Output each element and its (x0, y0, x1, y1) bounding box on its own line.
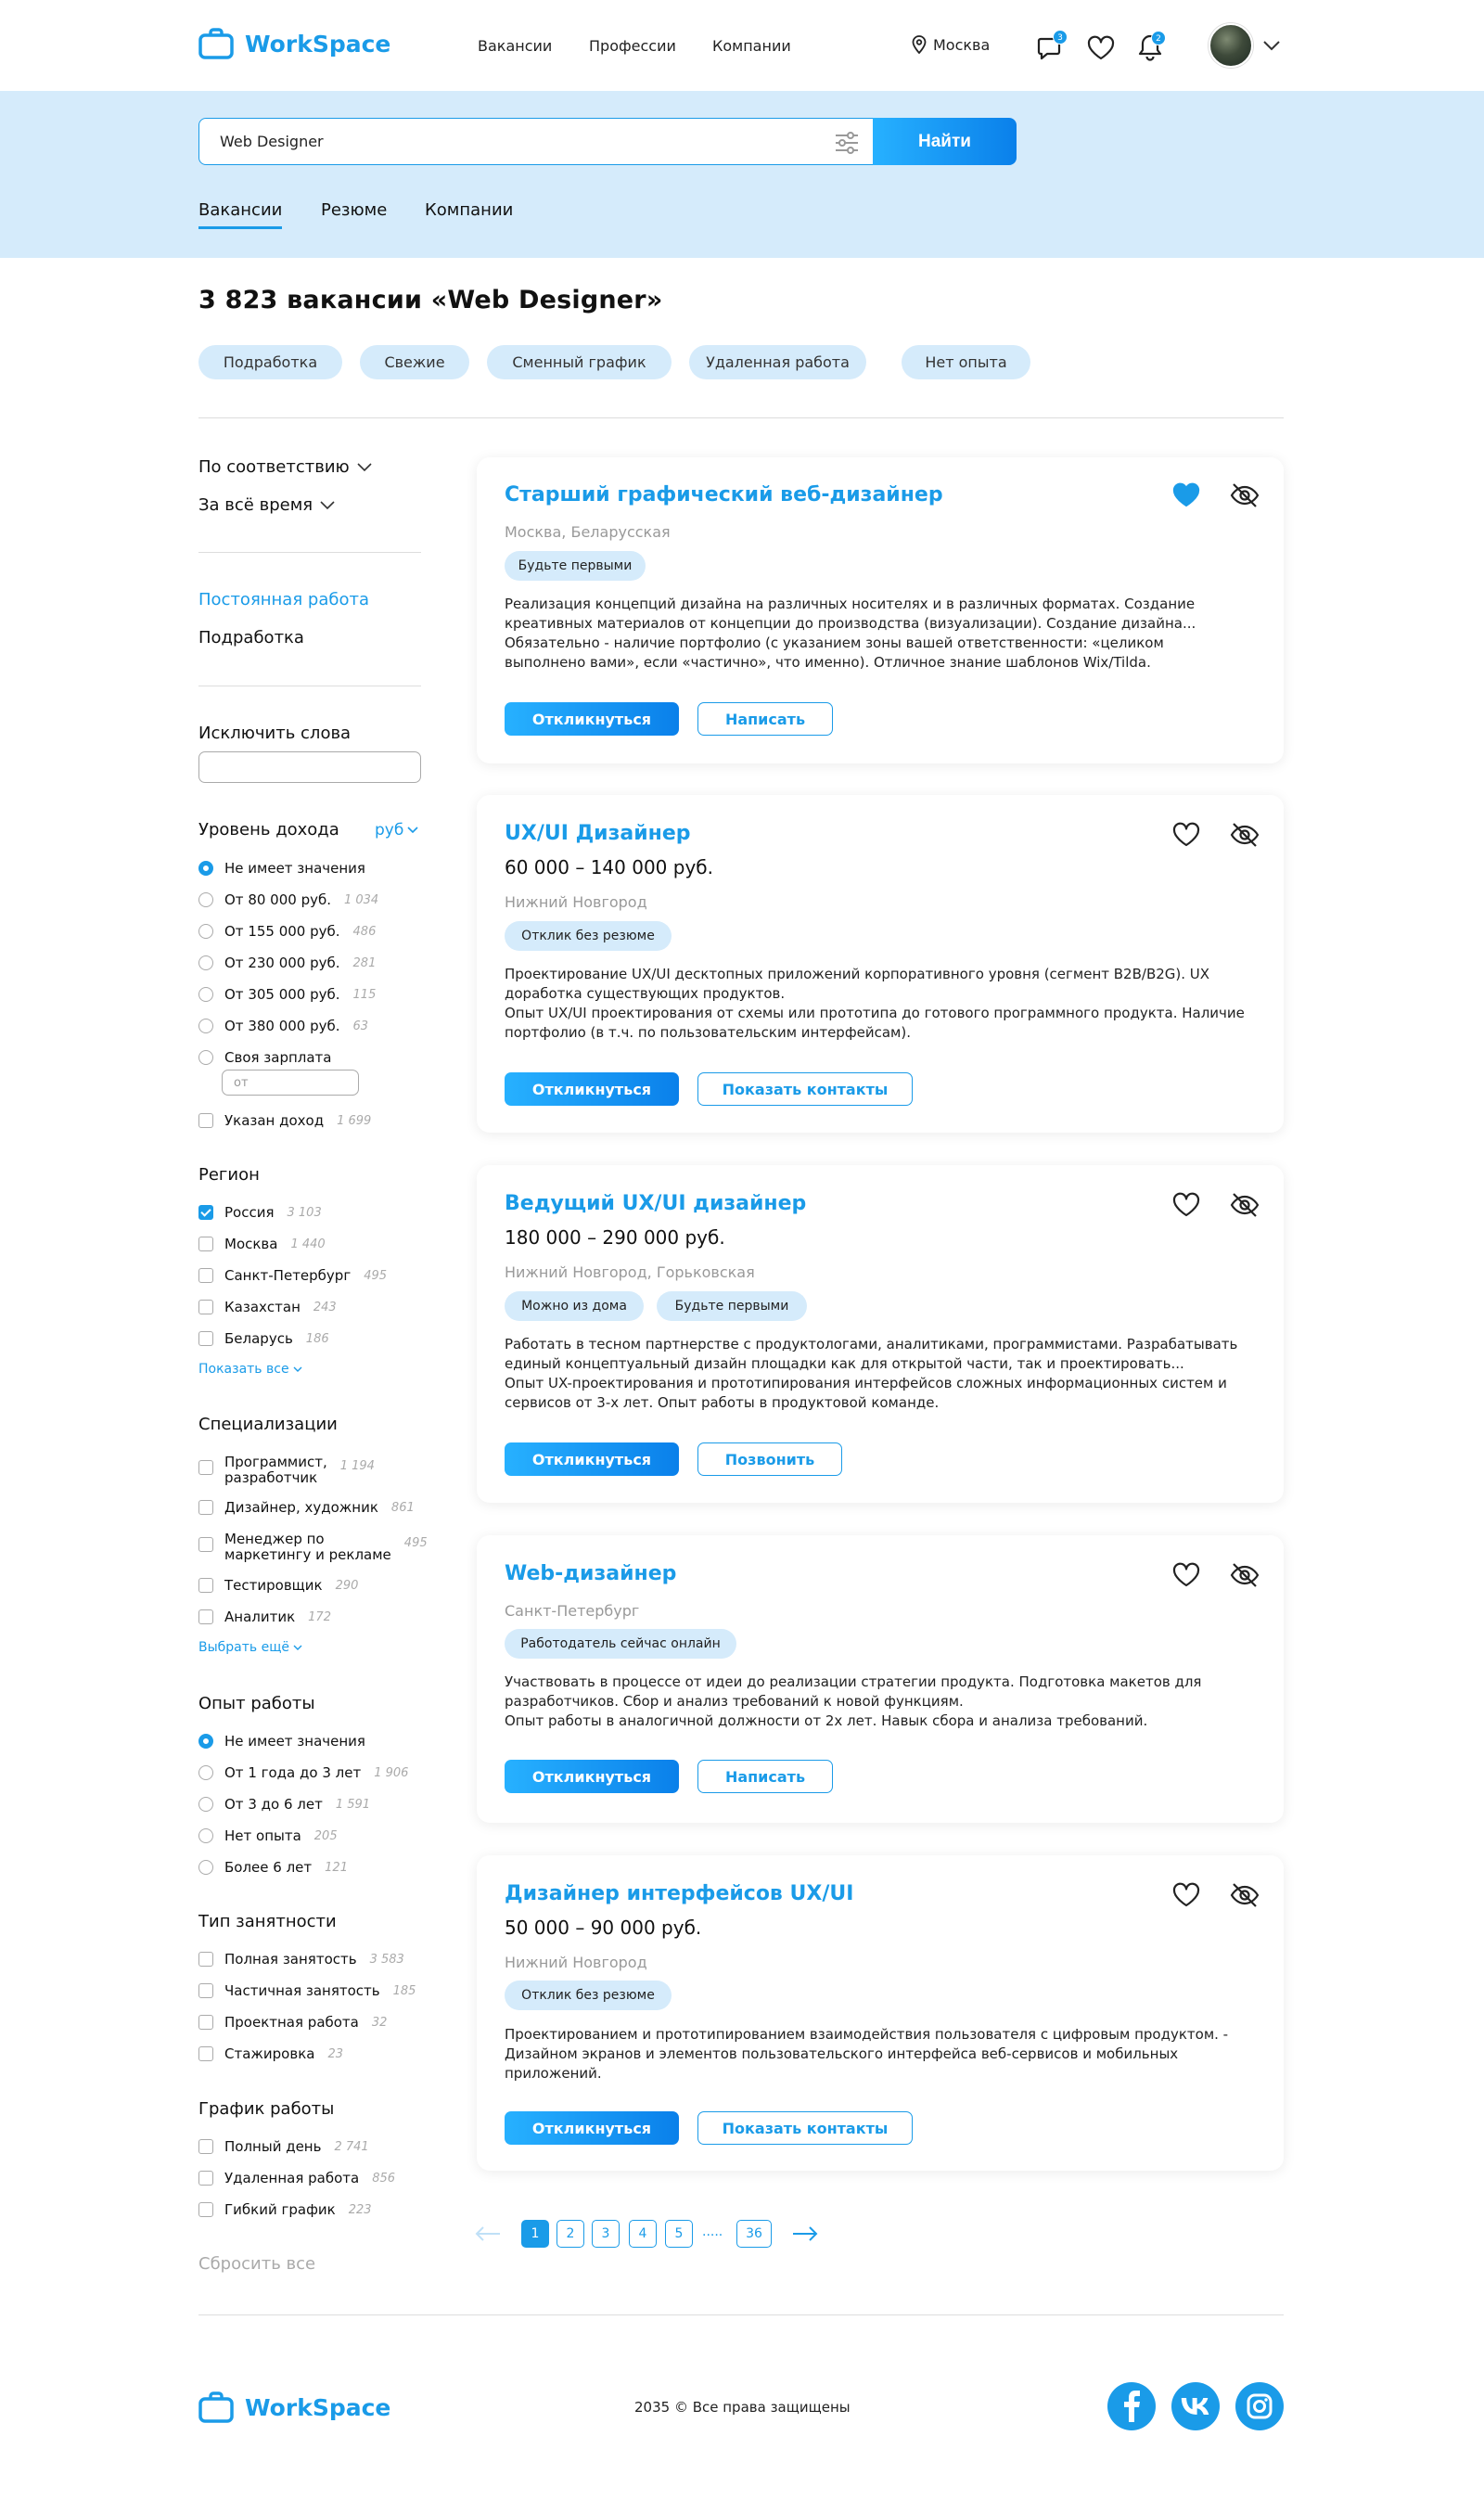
call-button[interactable]: Позвонить (697, 1442, 842, 1476)
schedule-option-label: Удаленная работа (224, 2170, 360, 2186)
spec-option-count: 495 (403, 1536, 428, 1550)
vacancy-salary: 50 000 – 90 000 руб. (505, 1917, 702, 1939)
currency-dropdown[interactable] (375, 821, 418, 840)
sliders-icon (834, 131, 860, 155)
spec-choose-more-label: Выбрать ещё (198, 1640, 290, 1655)
region-option[interactable] (198, 1299, 337, 1315)
income-option-label: Не имеет значения (224, 860, 365, 877)
heart-icon (1172, 1562, 1200, 1587)
checkbox[interactable] (198, 1331, 213, 1346)
chip-shift-schedule[interactable]: Сменный график (487, 345, 672, 379)
experience-option[interactable] (198, 1859, 348, 1876)
employment-option-label: Проектная работа (224, 2014, 359, 2031)
income-option-label: Своя зарплата (224, 1049, 332, 1066)
region-option-count: 3 103 (287, 1205, 322, 1220)
spec-label: Специализации (198, 1415, 338, 1434)
eye-off-icon (1230, 1562, 1260, 1588)
region-label: Регион (198, 1165, 260, 1185)
spec-option[interactable] (198, 1532, 428, 1563)
checkbox[interactable] (198, 1237, 213, 1251)
apply-button[interactable]: Откликнуться (505, 2111, 679, 2145)
checkbox[interactable] (198, 1578, 213, 1593)
page-2[interactable]: 2 (556, 2220, 584, 2248)
exclude-words-label: Исключить слова (198, 724, 352, 743)
vk-link[interactable] (1171, 2382, 1220, 2430)
experience-option-label: От 1 года до 3 лет (224, 1764, 362, 1781)
chevron-down-icon (320, 501, 335, 510)
eye-off-icon (1230, 1882, 1260, 1908)
region-option-count: 1 440 (290, 1237, 326, 1251)
employment-option[interactable] (198, 2045, 343, 2062)
schedule-label: График работы (198, 2099, 335, 2119)
checkbox[interactable] (198, 1300, 213, 1314)
results-title: 3 823 вакансии «Web Designer» (198, 286, 663, 314)
radio-button[interactable] (198, 1765, 213, 1780)
vacancy-title[interactable]: Web-дизайнер (505, 1562, 677, 1585)
vacancy-card (477, 1855, 1284, 2171)
hide-vacancy-button[interactable] (1230, 822, 1260, 848)
spec-option-label: Дизайнер, художник (224, 1499, 378, 1516)
spec-option[interactable] (198, 1609, 331, 1625)
income-option[interactable] (198, 1018, 368, 1034)
work-type-part-time[interactable]: Подработка (198, 628, 304, 647)
vacancy-location: Нижний Новгород (505, 893, 647, 911)
tab-companies[interactable]: Компании (425, 200, 514, 220)
radio-button[interactable] (198, 861, 213, 876)
exclude-words-input[interactable] (198, 751, 421, 783)
apply-button[interactable]: Откликнуться (505, 1072, 679, 1106)
vacancy-location: Москва, Беларусская (505, 523, 671, 541)
radio-button[interactable] (198, 1050, 213, 1065)
hide-vacancy-button[interactable] (1230, 482, 1260, 508)
page-5[interactable]: 5 (665, 2220, 693, 2248)
heart-icon (1172, 822, 1200, 847)
vacancy-tag: Будьте первыми (657, 1291, 807, 1321)
vacancy-salary: 60 000 – 140 000 руб. (505, 856, 713, 878)
chip-fresh[interactable]: Свежие (360, 345, 469, 379)
checkbox[interactable] (198, 1460, 213, 1475)
search-band (0, 91, 1484, 258)
divider (198, 417, 1284, 418)
checkbox[interactable] (198, 2202, 213, 2217)
checkbox[interactable] (198, 2046, 213, 2061)
chevron-down-icon (293, 1366, 302, 1373)
page-4[interactable]: 4 (629, 2220, 657, 2248)
radio-button[interactable] (198, 955, 213, 970)
show-contacts-button[interactable]: Показать контакты (697, 2111, 913, 2145)
region-option[interactable] (198, 1204, 322, 1221)
region-option-count: 495 (364, 1268, 388, 1283)
income-option-count: 486 (352, 924, 377, 939)
employment-option-count: 3 583 (369, 1952, 404, 1967)
employment-option-label: Стажировка (224, 2045, 315, 2062)
income-option-label: От 230 000 руб. (224, 955, 340, 971)
checkbox[interactable] (198, 1268, 213, 1283)
spec-option-count: 290 (335, 1578, 359, 1593)
page-1[interactable]: 1 (521, 2220, 549, 2248)
income-option[interactable] (198, 986, 376, 1003)
heart-icon (1087, 35, 1115, 60)
next-page-button[interactable] (791, 2224, 819, 2243)
income-option-count: 63 (352, 1019, 369, 1033)
search-value: Web Designer (220, 133, 324, 150)
spec-option-label: Тестировщик (224, 1577, 323, 1594)
radio-button[interactable] (198, 892, 213, 907)
region-show-all-label: Показать все (198, 1362, 289, 1377)
vacancy-description: Участвовать в процессе от идеи до реализации стратегии продукта. Подготовка макетов для разработчиков. Сбор и анализ требований к новой функциям. Опыт работы в аналогичной должности от 2х лет. Навык сбора и анализа требований. (505, 1673, 1202, 1729)
sidebar-divider (198, 552, 421, 553)
employment-option[interactable] (198, 1982, 416, 1999)
vacancy-description: Работать в тесном партнерстве с продуктологами, аналитиками, программистами. Разрабатывать единый концептуальный дизайн площадки как для открытой части, так и проектировать... Опыт UX-проектирования и прототипирования интерфейсов сложных информационных систем и сервисов от 3-х лет. Опыт работы в продуктовой команде. (505, 1336, 1238, 1411)
checkbox[interactable] (198, 1952, 213, 1967)
radio-button[interactable] (198, 1860, 213, 1875)
instagram-link[interactable] (1235, 2382, 1284, 2430)
chevron-down-icon (357, 463, 372, 472)
facebook-icon (1121, 2391, 1142, 2422)
vacancy-description: Реализация концепций дизайна на различных носителях и в различных форматах. Создание креативных материалов от концепции до производства (визуализации). Создание дизайна... Обязательно - наличие портфолио (с указанием зоны вашей ответственности: «целиком выполнено вами», если «частично», что именно). Отличное знание шаблонов Wix/Tilda. (505, 596, 1196, 671)
employment-option-count: 23 (327, 2046, 344, 2061)
favorite-button[interactable] (1172, 822, 1200, 847)
apply-button[interactable]: Откликнуться (505, 1760, 679, 1793)
logo[interactable] (198, 28, 390, 59)
checkbox[interactable] (198, 1500, 213, 1515)
employment-option-label: Полная занятость (224, 1951, 357, 1968)
experience-option-count: 121 (325, 1860, 348, 1875)
schedule-option-label: Гибкий график (224, 2201, 336, 2218)
income-option-count: 281 (352, 955, 377, 970)
favorite-button[interactable] (1172, 1882, 1200, 1907)
hide-vacancy-button[interactable] (1230, 1882, 1260, 1908)
radio-button[interactable] (198, 1828, 213, 1843)
radio-button[interactable] (198, 1797, 213, 1812)
checkbox[interactable] (198, 1537, 213, 1552)
pagination-ellipsis: ..... (702, 2224, 723, 2239)
spec-choose-more[interactable] (198, 1640, 302, 1655)
eye-off-icon (1230, 482, 1260, 508)
hide-vacancy-button[interactable] (1230, 1192, 1260, 1218)
employment-option-count: 185 (392, 1983, 416, 1998)
checkbox[interactable] (198, 2015, 213, 2030)
region-option-count: 186 (305, 1331, 329, 1346)
chip-remote[interactable]: Удаленная работа (689, 345, 866, 379)
own-salary-input[interactable] (222, 1070, 359, 1096)
eye-off-icon (1230, 822, 1260, 848)
logo-text: WorkSpace (245, 30, 391, 58)
vacancy-card (477, 795, 1284, 1133)
income-option[interactable] (198, 860, 365, 877)
vacancy-salary: 180 000 – 290 000 руб. (505, 1226, 725, 1249)
vacancy-location: Нижний Новгород, Горьковская (505, 1263, 755, 1281)
arrow-right-icon (791, 2224, 819, 2243)
spec-option-count: 861 (390, 1500, 415, 1515)
logo-text: WorkSpace (245, 2393, 391, 2421)
experience-label: Опыт работы (198, 1694, 315, 1713)
spec-option[interactable] (198, 1455, 375, 1486)
income-specified[interactable] (198, 1112, 371, 1129)
income-option[interactable] (198, 955, 376, 971)
tab-vacancies[interactable]: Вакансии (198, 200, 282, 229)
vacancy-tag: Отклик без резюме (505, 921, 672, 951)
region-option[interactable] (198, 1330, 329, 1347)
region-option[interactable] (198, 1236, 326, 1252)
schedule-option[interactable] (198, 2201, 372, 2218)
profile-menu[interactable] (1209, 23, 1281, 68)
vacancy-card (477, 1535, 1284, 1823)
write-button[interactable]: Написать (697, 702, 833, 736)
income-option-label: От 80 000 руб. (224, 891, 331, 908)
briefcase-icon (198, 28, 234, 59)
currency-label: руб (375, 821, 404, 840)
instagram-icon (1246, 2392, 1273, 2420)
checkbox[interactable] (198, 1113, 213, 1128)
experience-option[interactable] (198, 1733, 365, 1750)
income-specified-label: Указан доход (224, 1112, 325, 1129)
tab-resumes[interactable]: Резюме (321, 200, 388, 220)
income-option[interactable] (198, 923, 376, 940)
region-option-label: Москва (224, 1236, 278, 1252)
schedule-option-label: Полный день (224, 2138, 322, 2155)
sort-label: По соответствию (198, 457, 350, 477)
region-show-all[interactable] (198, 1362, 302, 1377)
employment-option-label: Частичная занятость (224, 1982, 380, 1999)
own-salary-placeholder: от (234, 1075, 249, 1090)
vacancy-title[interactable]: Ведущий UX/UI дизайнер (505, 1192, 807, 1215)
favorite-button[interactable] (1172, 1192, 1200, 1217)
income-label: Уровень дохода (198, 820, 339, 840)
experience-option-count: 205 (313, 1828, 338, 1843)
spec-option-label: Программист, разработчик (224, 1454, 327, 1486)
income-option-label: От 155 000 руб. (224, 923, 340, 940)
nav-professions[interactable]: Профессии (589, 37, 676, 55)
income-option-label: От 380 000 руб. (224, 1018, 340, 1034)
period-label: За всё время (198, 495, 313, 515)
chevron-down-icon (293, 1645, 302, 1651)
experience-option-label: От 3 до 6 лет (224, 1796, 323, 1813)
vacancy-tag: Можно из дома (505, 1291, 644, 1321)
notifications-badge: 2 (1151, 31, 1166, 45)
work-type-permanent[interactable]: Постоянная работа (198, 590, 369, 609)
schedule-option-count: 2 741 (334, 2139, 369, 2154)
chip-part-time[interactable]: Подработка (198, 345, 342, 379)
income-specified-count: 1 699 (337, 1113, 372, 1128)
vacancy-title[interactable]: Старший графический веб-дизайнер (505, 483, 943, 506)
income-option[interactable] (198, 1049, 332, 1066)
avatar (1209, 23, 1253, 68)
experience-option[interactable] (198, 1764, 408, 1781)
spec-option-label: Менеджер по маркетингу и рекламе (224, 1531, 391, 1563)
schedule-option-count: 856 (372, 2171, 396, 2186)
page-3[interactable]: 3 (592, 2220, 620, 2248)
facebook-link[interactable] (1107, 2382, 1156, 2430)
checkbox[interactable] (198, 2171, 213, 2186)
vacancy-location: Нижний Новгород (505, 1954, 647, 1971)
employment-option-count: 32 (371, 2015, 388, 2030)
page-last[interactable]: 36 (736, 2220, 772, 2248)
region-option[interactable] (198, 1267, 387, 1284)
radio-button[interactable] (198, 1019, 213, 1033)
schedule-option-count: 223 (348, 2202, 372, 2217)
radio-button[interactable] (198, 924, 213, 939)
vacancy-title[interactable]: UX/UI Дизайнер (505, 822, 691, 845)
checkbox[interactable] (198, 2139, 213, 2154)
experience-option[interactable] (198, 1827, 338, 1844)
region-option-label: Беларусь (224, 1330, 293, 1347)
spec-option-label: Аналитик (224, 1609, 296, 1625)
vacancy-tag: Отклик без резюме (505, 1981, 672, 2010)
show-contacts-button[interactable]: Показать контакты (697, 1072, 913, 1106)
chevron-down-icon (407, 827, 418, 834)
employment-option[interactable] (198, 1951, 404, 1968)
experience-option-count: 1 906 (374, 1765, 409, 1780)
income-option[interactable] (198, 891, 378, 908)
heart-icon (1172, 1192, 1200, 1217)
prev-page-button[interactable] (474, 2224, 502, 2243)
employment-option[interactable] (198, 2014, 387, 2031)
location-selector[interactable] (911, 35, 990, 54)
notifications-button[interactable] (1136, 32, 1164, 62)
location-pin-icon (911, 35, 928, 54)
chevron-down-icon (1262, 40, 1281, 51)
vacancy-card (477, 457, 1284, 763)
radio-button[interactable] (198, 987, 213, 1002)
vacancy-location: Санкт-Петербург (505, 1602, 640, 1620)
search-button[interactable]: Найти (873, 118, 1017, 165)
vacancy-description: Проектирование UX/UI десктопных приложений корпоративного уровня (сегмент B2B/B2G). UX доработка существующих продуктов. Опыт UX/UI проектирования от схемы или прототипа до готового программного продукта. Наличие портфолио (в т.ч. по пользовательским интерфейсам). (505, 966, 1245, 1041)
footer-logo[interactable] (198, 2391, 390, 2423)
sort-dropdown[interactable] (198, 457, 372, 477)
spec-option[interactable] (198, 1499, 415, 1516)
income-option-count: 115 (352, 987, 377, 1002)
chip-no-experience[interactable]: Нет опыта (902, 345, 1030, 379)
experience-option-label: Более 6 лет (224, 1859, 313, 1876)
reset-all-button[interactable]: Сбросить все (198, 2254, 316, 2274)
region-option-label: Санкт-Петербург (224, 1267, 352, 1284)
messages-badge: 3 (1053, 30, 1068, 45)
experience-option-label: Не имеет значения (224, 1733, 365, 1750)
schedule-option[interactable] (198, 2170, 395, 2186)
heart-filled-icon (1172, 482, 1200, 507)
employment-label: Тип занятности (198, 1912, 337, 1931)
vacancy-tag: Будьте первыми (505, 551, 646, 581)
experience-option[interactable] (198, 1796, 370, 1813)
vacancy-card (477, 1165, 1284, 1503)
favorites-button[interactable] (1087, 35, 1115, 60)
messages-button[interactable] (1036, 33, 1064, 61)
radio-button[interactable] (198, 1734, 213, 1749)
search-input[interactable] (198, 118, 874, 165)
nav-vacancies[interactable]: Вакансии (478, 37, 553, 55)
experience-option-label: Нет опыта (224, 1827, 301, 1844)
schedule-option[interactable] (198, 2138, 369, 2155)
favorite-button[interactable] (1172, 482, 1200, 507)
eye-off-icon (1230, 1192, 1260, 1218)
footer-divider (198, 2314, 1284, 2315)
vacancy-description: Проектированием и прототипированием взаимодействия пользователя с цифровым продуктом. - Дизайном экранов и элементов пользовательского интерфейса веб-сервисов и мобильных приложений. (505, 2026, 1229, 2082)
spec-option[interactable] (198, 1577, 358, 1594)
checkbox[interactable] (198, 1609, 213, 1624)
checkbox[interactable] (198, 1983, 213, 1998)
income-option-count: 1 034 (343, 892, 379, 907)
nav-companies[interactable]: Компании (712, 37, 791, 55)
spec-option-count: 1 194 (339, 1459, 375, 1473)
write-button[interactable]: Написать (697, 1760, 833, 1793)
favorite-button[interactable] (1172, 1562, 1200, 1587)
vacancy-title[interactable]: Дизайнер интерфейсов UX/UI (505, 1882, 854, 1905)
income-option-label: От 305 000 руб. (224, 986, 340, 1003)
period-dropdown[interactable] (198, 495, 335, 515)
vacancy-tag: Работодатель сейчас онлайн (505, 1629, 736, 1659)
filter-settings-button[interactable] (834, 131, 860, 155)
region-option-label: Казахстан (224, 1299, 301, 1315)
briefcase-icon (198, 2391, 234, 2423)
copyright: 2035 © Все права защищены (634, 2399, 851, 2416)
spec-option-count: 172 (308, 1609, 331, 1624)
apply-button[interactable]: Откликнуться (505, 1442, 679, 1476)
region-option-count: 243 (313, 1300, 337, 1314)
hide-vacancy-button[interactable] (1230, 1562, 1260, 1588)
checkbox[interactable] (198, 1205, 213, 1220)
apply-button[interactable]: Откликнуться (505, 702, 679, 736)
vk-icon (1181, 2397, 1210, 2416)
arrow-left-icon (474, 2224, 502, 2243)
heart-icon (1172, 1882, 1200, 1907)
region-option-label: Россия (224, 1204, 275, 1221)
location-label: Москва (933, 35, 991, 54)
experience-option-count: 1 591 (335, 1797, 371, 1812)
